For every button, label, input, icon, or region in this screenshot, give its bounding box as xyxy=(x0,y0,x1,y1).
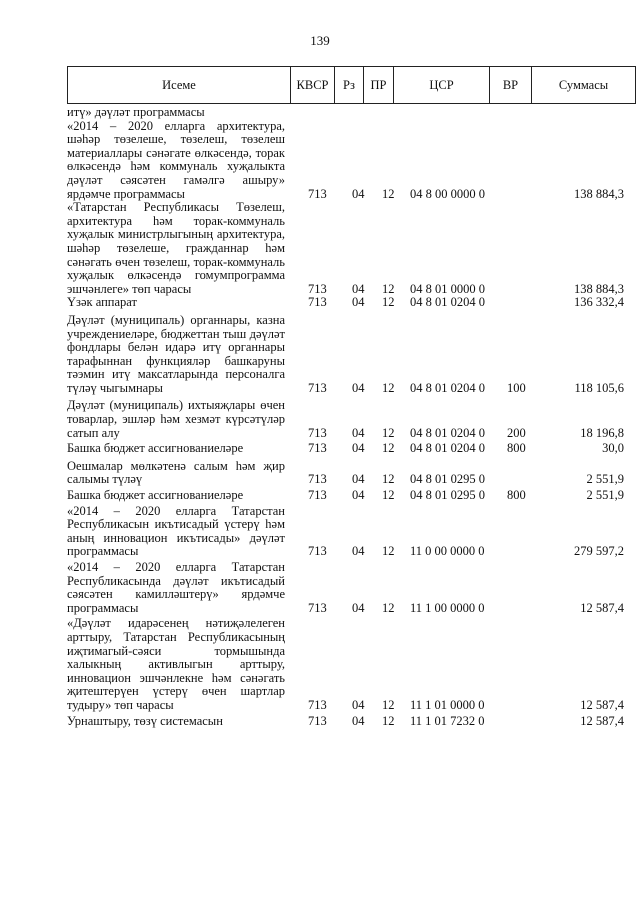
row-kvsr: 713 xyxy=(308,425,327,440)
table-row xyxy=(67,296,635,310)
row-sum: 2 551,9 xyxy=(586,472,624,487)
table-row xyxy=(67,120,635,202)
row-vr: 100 xyxy=(507,380,526,395)
row-sum: 138 884,3 xyxy=(574,186,624,201)
row-kvsr: 713 xyxy=(308,713,327,728)
table-row xyxy=(67,460,635,487)
row-kvsr: 713 xyxy=(308,186,327,201)
row-csr: 04 8 01 0000 0 xyxy=(410,281,485,296)
row-rz: 04 xyxy=(352,600,365,615)
row-name: итү» дәүләт программасы xyxy=(67,105,205,119)
table-body xyxy=(67,106,635,728)
row-rz: 04 xyxy=(352,713,365,728)
page-number: 139 xyxy=(310,33,330,48)
header-rz: Рз xyxy=(335,67,364,104)
row-pr: 12 xyxy=(382,281,395,296)
row-kvsr: 713 xyxy=(308,600,327,615)
row-sum: 18 196,8 xyxy=(580,425,624,440)
row-rz: 04 xyxy=(352,380,365,395)
table-row xyxy=(67,489,635,503)
row-kvsr: 713 xyxy=(308,697,327,712)
row-rz: 04 xyxy=(352,697,365,712)
row-pr: 12 xyxy=(382,713,395,728)
header-csr: ЦСР xyxy=(394,67,490,104)
table-row xyxy=(67,201,635,296)
row-sum: 136 332,4 xyxy=(574,295,624,310)
row-kvsr: 713 xyxy=(308,441,327,456)
row-kvsr: 713 xyxy=(308,544,327,559)
row-sum: 12 587,4 xyxy=(580,697,624,712)
row-csr: 11 1 01 0000 0 xyxy=(410,697,485,712)
table-row xyxy=(67,314,635,396)
row-name: Башка бюджет ассигнованиеләре xyxy=(67,488,244,503)
row-kvsr: 713 xyxy=(308,472,327,487)
row-pr: 12 xyxy=(382,600,395,615)
row-csr: 11 1 01 7232 0 xyxy=(410,713,485,728)
row-sum: 12 587,4 xyxy=(580,713,624,728)
row-name: Башка бюджет ассигнованиеләре xyxy=(67,441,244,456)
row-pr: 12 xyxy=(382,186,395,201)
row-rz: 04 xyxy=(352,488,365,503)
row-sum: 2 551,9 xyxy=(586,488,624,503)
row-kvsr: 713 xyxy=(308,281,327,296)
row-pr: 12 xyxy=(382,488,395,503)
row-name: «2014 – 2020 елларга Татарстан Республикасында дәүләт икътисадый сәясәтен камилләштерү» ярдәмче программасы xyxy=(67,560,285,615)
header-sum: Суммасы xyxy=(532,67,636,104)
header-name: Исеме xyxy=(68,67,291,104)
row-pr: 12 xyxy=(382,425,395,440)
row-vr: 800 xyxy=(507,488,526,503)
row-name: Дәүләт (муниципаль) органнары, казна учреждениеләре, бюджеттан тыш дәүләт фондлары белән идарә итү органнары тарафыннан функцияләр башкаруны тәэмин итү максатларында персоналга түләү чыгымнары xyxy=(67,312,285,395)
row-csr: 04 8 00 0000 0 xyxy=(410,186,485,201)
row-csr: 04 8 01 0204 0 xyxy=(410,425,485,440)
row-csr: 04 8 01 0204 0 xyxy=(410,295,485,310)
row-csr: 04 8 01 0295 0 xyxy=(410,472,485,487)
row-sum: 138 884,3 xyxy=(574,281,624,296)
row-sum: 12 587,4 xyxy=(580,600,624,615)
row-name: Дәүләт (муниципаль) ихтыяҗлары өчен товарлар, эшләр һәм хезмәт күрсәтүләр сатып алу xyxy=(67,398,285,440)
table-header xyxy=(67,66,636,104)
table-row xyxy=(67,399,635,440)
table-row xyxy=(67,715,635,729)
row-csr: 04 8 01 0204 0 xyxy=(410,380,485,395)
row-sum: 279 597,2 xyxy=(574,544,624,559)
table-row xyxy=(67,442,635,456)
row-name: «2014 – 2020 елларга Татарстан Республикасын икътисадый үстерү һәм аның инновацион икътисады» дәүләт программасы xyxy=(67,503,285,559)
header-kvsr: КВСР xyxy=(291,67,335,104)
header-pr: ПР xyxy=(364,67,394,104)
row-rz: 04 xyxy=(352,281,365,296)
row-kvsr: 713 xyxy=(308,488,327,503)
row-csr: 04 8 01 0295 0 xyxy=(410,488,485,503)
row-sum: 30,0 xyxy=(602,441,624,456)
row-csr: 11 1 00 0000 0 xyxy=(410,600,485,615)
table-row xyxy=(67,106,635,120)
row-pr: 12 xyxy=(382,380,395,395)
row-name: Оешмалар мөлкәтенә салым һәм җир салымы түләү xyxy=(67,458,285,487)
table-row xyxy=(67,505,635,559)
row-pr: 12 xyxy=(382,697,395,712)
row-kvsr: 713 xyxy=(308,380,327,395)
table-row xyxy=(67,617,635,712)
row-rz: 04 xyxy=(352,441,365,456)
row-csr: 11 0 00 0000 0 xyxy=(410,544,485,559)
row-pr: 12 xyxy=(382,544,395,559)
row-rz: 04 xyxy=(352,425,365,440)
row-csr: 04 8 01 0204 0 xyxy=(410,441,485,456)
row-rz: 04 xyxy=(352,472,365,487)
row-rz: 04 xyxy=(352,295,365,310)
row-kvsr: 713 xyxy=(308,295,327,310)
row-vr: 800 xyxy=(507,441,526,456)
row-vr: 200 xyxy=(507,425,526,440)
row-rz: 04 xyxy=(352,544,365,559)
row-rz: 04 xyxy=(352,186,365,201)
row-pr: 12 xyxy=(382,295,395,310)
row-name: Үзәк аппарат xyxy=(67,295,137,310)
row-name: Урнаштыру, төзү системасын xyxy=(67,713,223,728)
row-pr: 12 xyxy=(382,472,395,487)
table-row xyxy=(67,561,635,615)
row-name: «Дәүләт идарәсенең нәтиҗәлелеген арттыру, Татарстан Республикасының иҗтимагый-сәяси тормышында халыкның активлыгын арттыру, инновацион эшчәнлекне һәм сәнәгать җитештерүен үстерү өчен шартлар тудыру» төп чарасы xyxy=(67,616,285,712)
header-vr: ВР xyxy=(490,67,532,104)
row-pr: 12 xyxy=(382,441,395,456)
row-name: «2014 – 2020 елларга архитектура, шәһәр төзелеше, төзелеш, төзелеш материаллары сәнәгате өлкәсендә, торак өлкәсендә һәм коммуналь хуҗалыкта дәүләт сәясәтен гамәлгә ашыру» ярдәмче программасы xyxy=(67,118,285,201)
row-name: «Татарстан Республикасы Төзелеш, архитектура һәм торак-коммуналь хуҗалык министрлыгының архитектура, шәһәр төзелеше, гражданнар һәм сәнәгать өчен төзелеш, торак-коммуналь хуҗалык өлкәсендә гомумпрограмма эшчәнлеге» төп чарасы xyxy=(67,200,285,296)
row-sum: 118 105,6 xyxy=(574,380,624,395)
